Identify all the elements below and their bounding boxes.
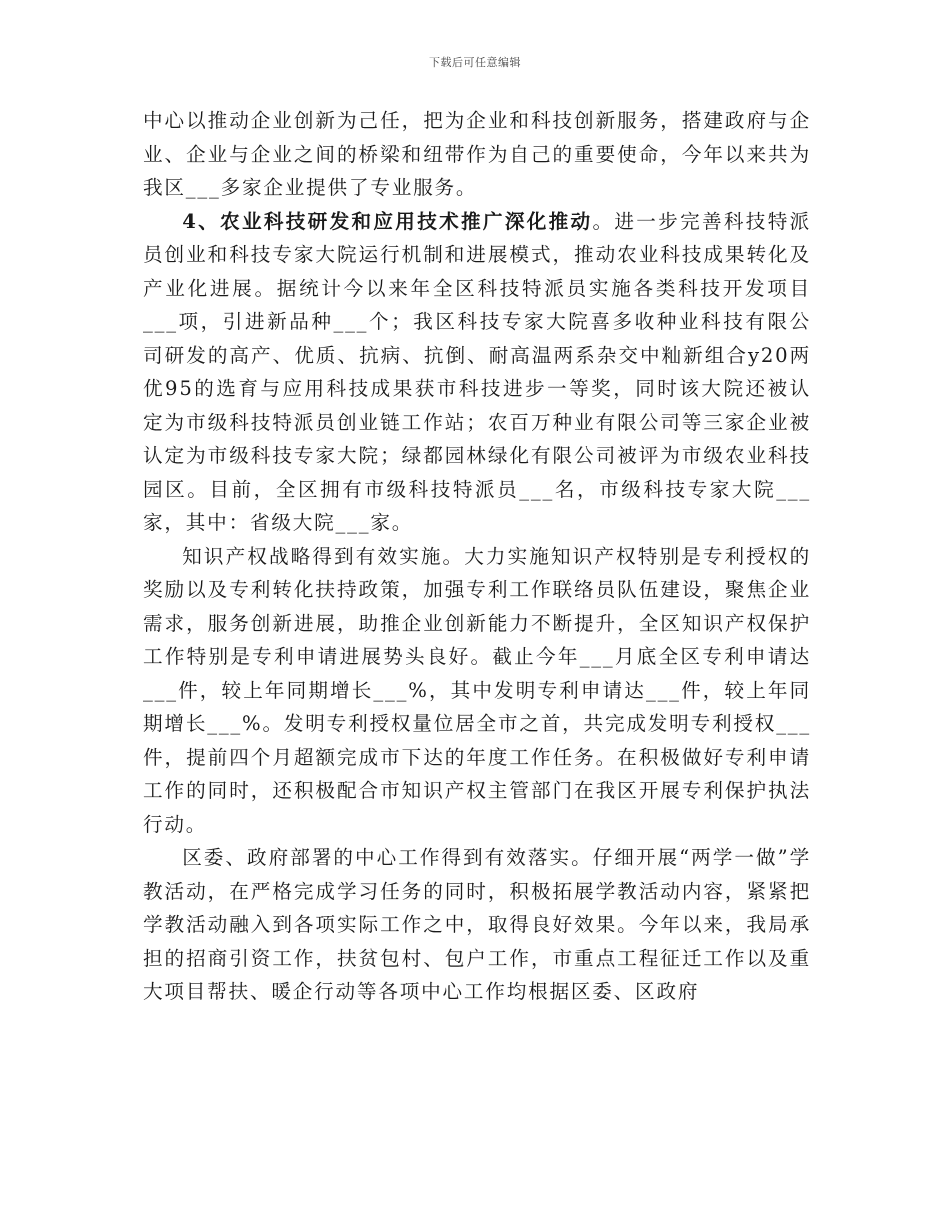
page-header: 下载后可任意编辑 bbox=[429, 56, 521, 69]
paragraph-continuation: 中心以推动企业创新为己任，把为企业和科技创新服务，搭建政府与企业、企业与企业之间的桥梁和纽带作为自己的重要使命，今年以来共为我区___多家企业提供了专业服务。 bbox=[143, 109, 811, 199]
paragraph-agri-tech-body: 。进一步完善科技特派员创业和科技专家大院运行机制和进展模式，推动农业科技成果转化及产业化进展。据统计今以来年全区科技特派员实施各类科技开发项目___项，引进新品种___个；我区科技专家大院喜多收种业科技有限公司研发的高产、优质、抗病、抗倒、耐高温两系杂交中籼新组合y20两优95的选育与应用科技成果获市科技进步一等奖，同时该大院还被认定为市级科技特派员创业链工作站；农百万种业有限公司等三家企业被认定为市级科技专家大院；绿都园林绿化有限公司被评为市级农业科技园区。目前，全区拥有市级科技特派员___名，市级科技专家大院___家，其中：省级大院___家。 bbox=[143, 209, 812, 534]
document-body bbox=[143, 104, 811, 1009]
paragraph-ip-strategy: 知识产权战略得到有效实施。大力实施知识产权特别是专利授权的奖励以及专利转化扶持政策，加强专利工作联络员队伍建设，聚焦企业需求，服务创新进展，助推企业创新能力不断提升，全区知识产权保护工作特别是专利申请进展势头良好。截止今年___月底全区专利申请达___件，较上年同期增长___%，其中发明专利申请达___件，较上年同期增长___%。发明专利授权量位居全市之首，共完成发明专利授权___件，提前四个月超额完成市下达的年度工作任务。在积极做好专利申请工作的同时，还积极配合市知识产权主管部门在我区开展专利保护执法行动。 bbox=[143, 544, 811, 836]
section-heading-agri-tech: 4、农业科技研发和应用技术推广深化推动 bbox=[182, 209, 593, 233]
paragraph-agri-tech bbox=[143, 205, 811, 540]
paragraph-central-work: 区委、政府部署的中心工作得到有效落实。仔细开展“两学一做”学教活动，在严格完成学习任务的同时，积极拓展学教活动内容，紧紧把学教活动融入到各项实际工作之中，取得良好效果。今年以来，我局承担的招商引资工作，扶贫包村、包户工作，市重点工程征迁工作以及重大项目帮扶、暖企行动等各项中心工作均根据区委、区政府 bbox=[143, 846, 811, 1003]
